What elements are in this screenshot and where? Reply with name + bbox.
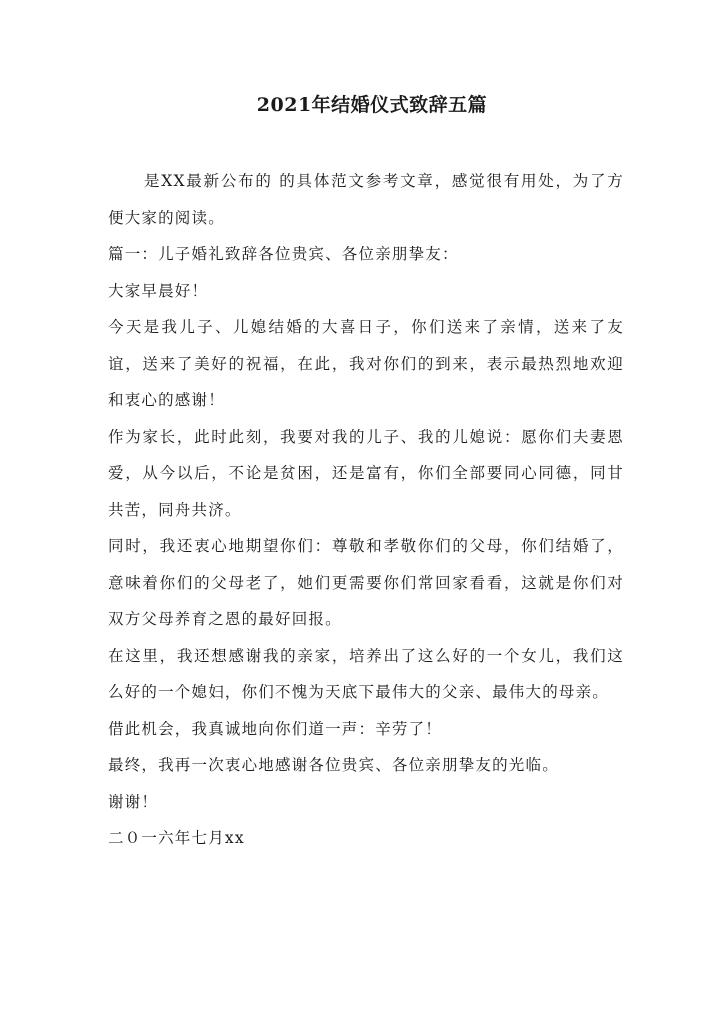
date-line: 二０一六年七月xx [108,829,245,847]
thanks-paragraph: 谢谢！ [108,792,159,811]
body-paragraph: 同时，我还衷心地期望你们：尊敬和孝敬你们的父母，你们结婚了，意味着你们的父母老了，她们更需要你们常回家看看，这就是你们对双方父母养育之恩的最好回报。 [108,537,624,628]
intro-paragraph: 是XX最新公布的 的具体范文参考文章，感觉很有用处，为了方便大家的阅读。 [108,172,624,227]
document-title: 2021年结婚仪式致辞五篇 [256,94,488,116]
greeting-paragraph: 大家早晨好！ [108,281,209,300]
body-paragraph: 今天是我儿子、儿媳结婚的大喜日子，你们送来了亲情，送来了友谊，送来了美好的祝福，在此，我对你们的到来，表示最热烈地欢迎和衷心的感谢！ [108,318,624,409]
body-paragraph: 借此机会，我真诚地向你们道一声：辛劳了！ [108,719,443,738]
body-paragraph: 在这里，我还想感谢我的亲家，培养出了这么好的一个女儿，我们这么好的一个媳妇，你们不愧为天底下最伟大的父亲、最伟大的母亲。 [108,646,624,701]
body-paragraph: 最终，我再一次衷心地感谢各位贵宾、各位亲朋挚友的光临。 [108,756,559,774]
section-heading: 篇一：儿子婚礼致辞各位贵宾、各位亲朋挚友： [108,245,459,263]
body-paragraph: 作为家长，此时此刻，我要对我的儿子、我的儿媳说：愿你们夫妻恩爱，从今以后，不论是贫困，还是富有，你们全部要同心同德，同甘共苦，同舟共济。 [108,427,624,519]
